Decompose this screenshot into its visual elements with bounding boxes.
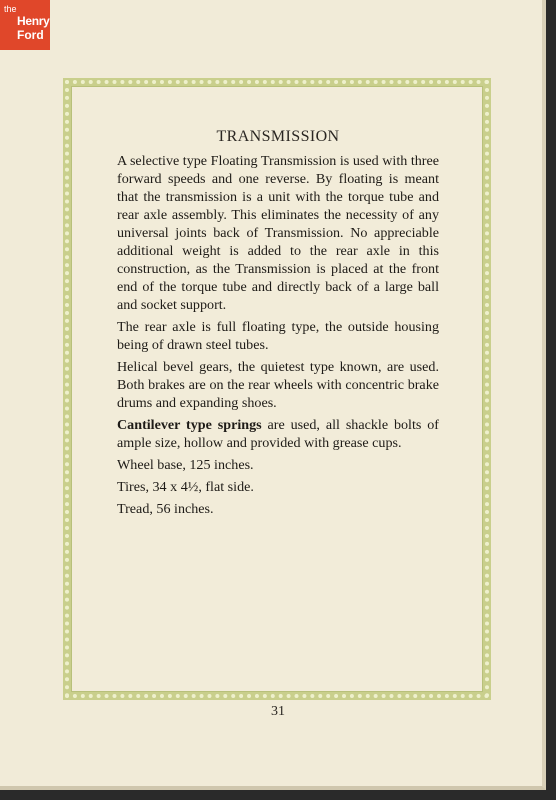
paragraph-transmission: A selective type Floating Transmission is used with three forward speeds and one reverse. By floating is meant that the transmission is a unit with the torque tube and rear axle assembly. This eliminates the necessity of any universal joints back of Transmission. No appreciable additional weight is added to the rear axle in this construction, as the Transmission is placed at the front end of the torque tube and directly back of a large ball and socket support. [117,153,439,313]
henry-ford-logo[interactable] [0,0,50,50]
springs-heading: Cantilever type springs [117,417,262,433]
spec-tires: Tires, 34 x 4½, flat side. [117,479,254,495]
decorative-border-frame [63,78,491,700]
paragraph-gears-brakes: Helical bevel gears, the quietest type known, are used. Both brakes are on the rear wheels with concentric brake drums and expanding shoes. [117,359,439,411]
paragraph-springs [117,416,439,452]
logo-henry-text: Henry [17,14,50,28]
page-number: 31 [271,704,285,719]
spec-tread: Tread, 56 inches. [117,501,214,517]
page-title: TRANSMISSION [216,128,340,145]
logo-ford-text: Ford [17,28,44,42]
page-text-content [117,128,439,522]
springs-text: are used, all shackle bolts of ample size, hollow and provided with grease cups. [117,417,439,451]
logo-the-text: the [4,4,17,14]
paragraph-rear-axle: The rear axle is full floating type, the outside housing being of drawn steel tubes. [117,319,439,353]
spec-wheel-base: Wheel base, 125 inches. [117,457,254,473]
